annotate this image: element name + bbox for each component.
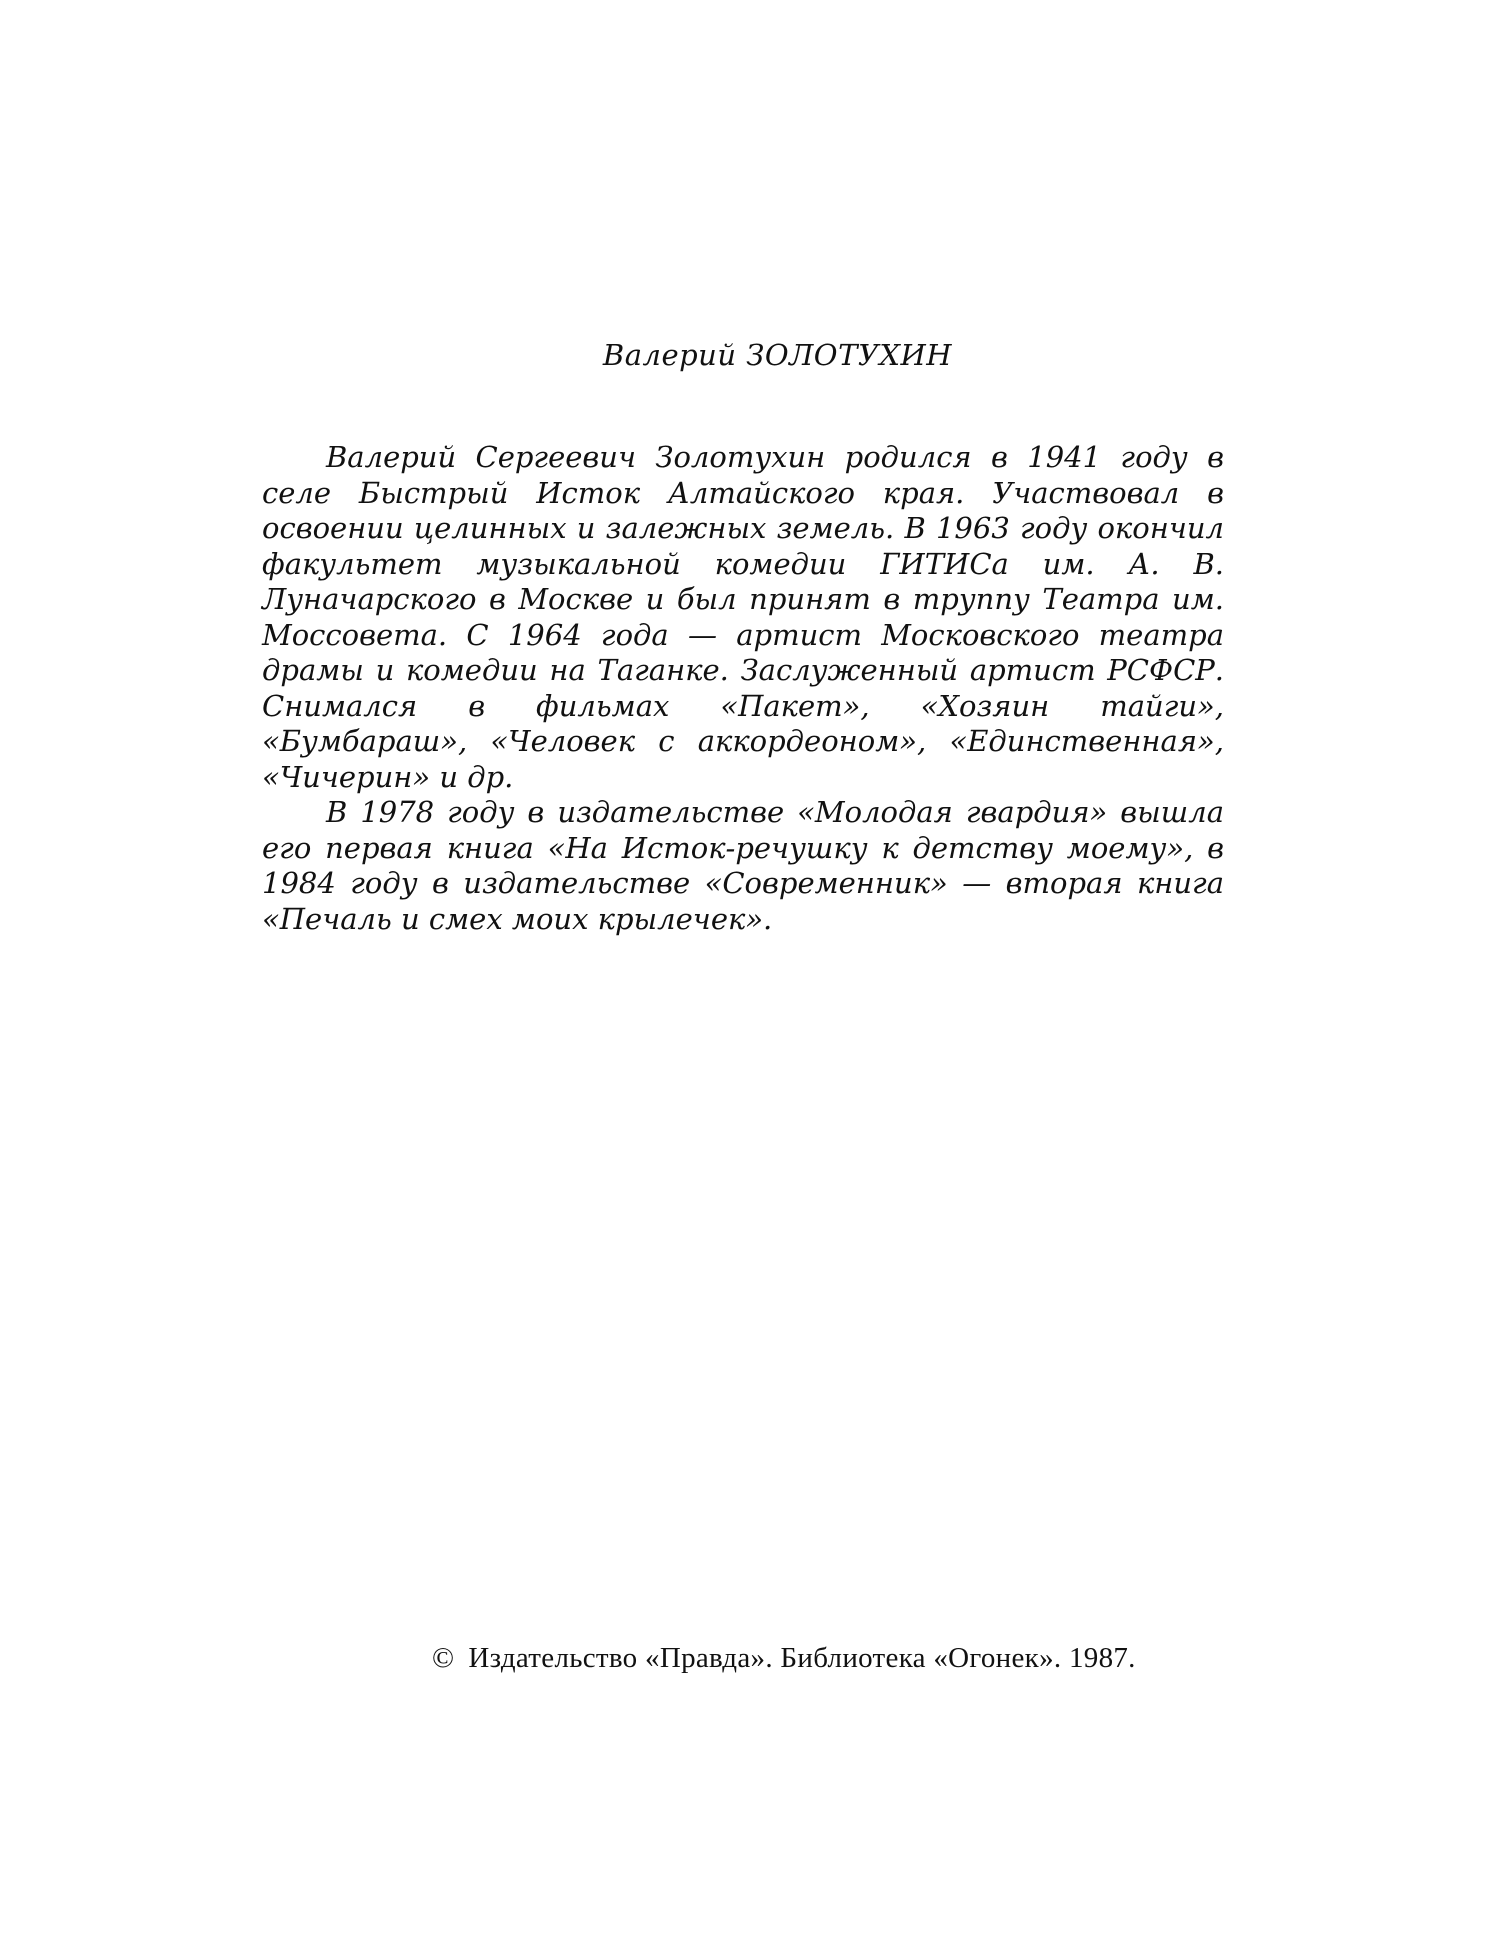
bio-paragraph-2: В 1978 году в издательстве «Молодая гвардия» вышла его первая книга «На Исток-речушку к детству моему», в 1984 году в издательстве «Современник» — вторая книга «Печаль и смех моих крылечек». <box>262 795 1224 936</box>
author-biography <box>262 440 1224 937</box>
bio-paragraph-1: Валерий Сергеевич Золотухин родился в 1941 году в селе Быстрый Исток Алтайского края. Участвовал в освоении целинных и залежных земель. В 1963 году окончил факультет музыкальной комедии ГИТИСа им. А. В. Луначарского в Москве и был принят в труппу Театра им. Моссовета. С 1964 года — артист Московского театра драмы и комедии на Таганке. Заслуженный артист РСФСР. Снимался в фильмах «Пакет», «Хозяин тайги», «Бумбараш», «Человек с аккордеоном», «Единственная», «Чичерин» и др. <box>262 440 1224 794</box>
author-heading: Валерий ЗОЛОТУХИН <box>602 338 953 372</box>
copyright-text: Издательство «Правда». Библиотека «Огонек». 1987. <box>468 1642 1136 1674</box>
copyright-icon: © <box>432 1642 455 1674</box>
copyright-notice <box>432 1642 1136 1675</box>
